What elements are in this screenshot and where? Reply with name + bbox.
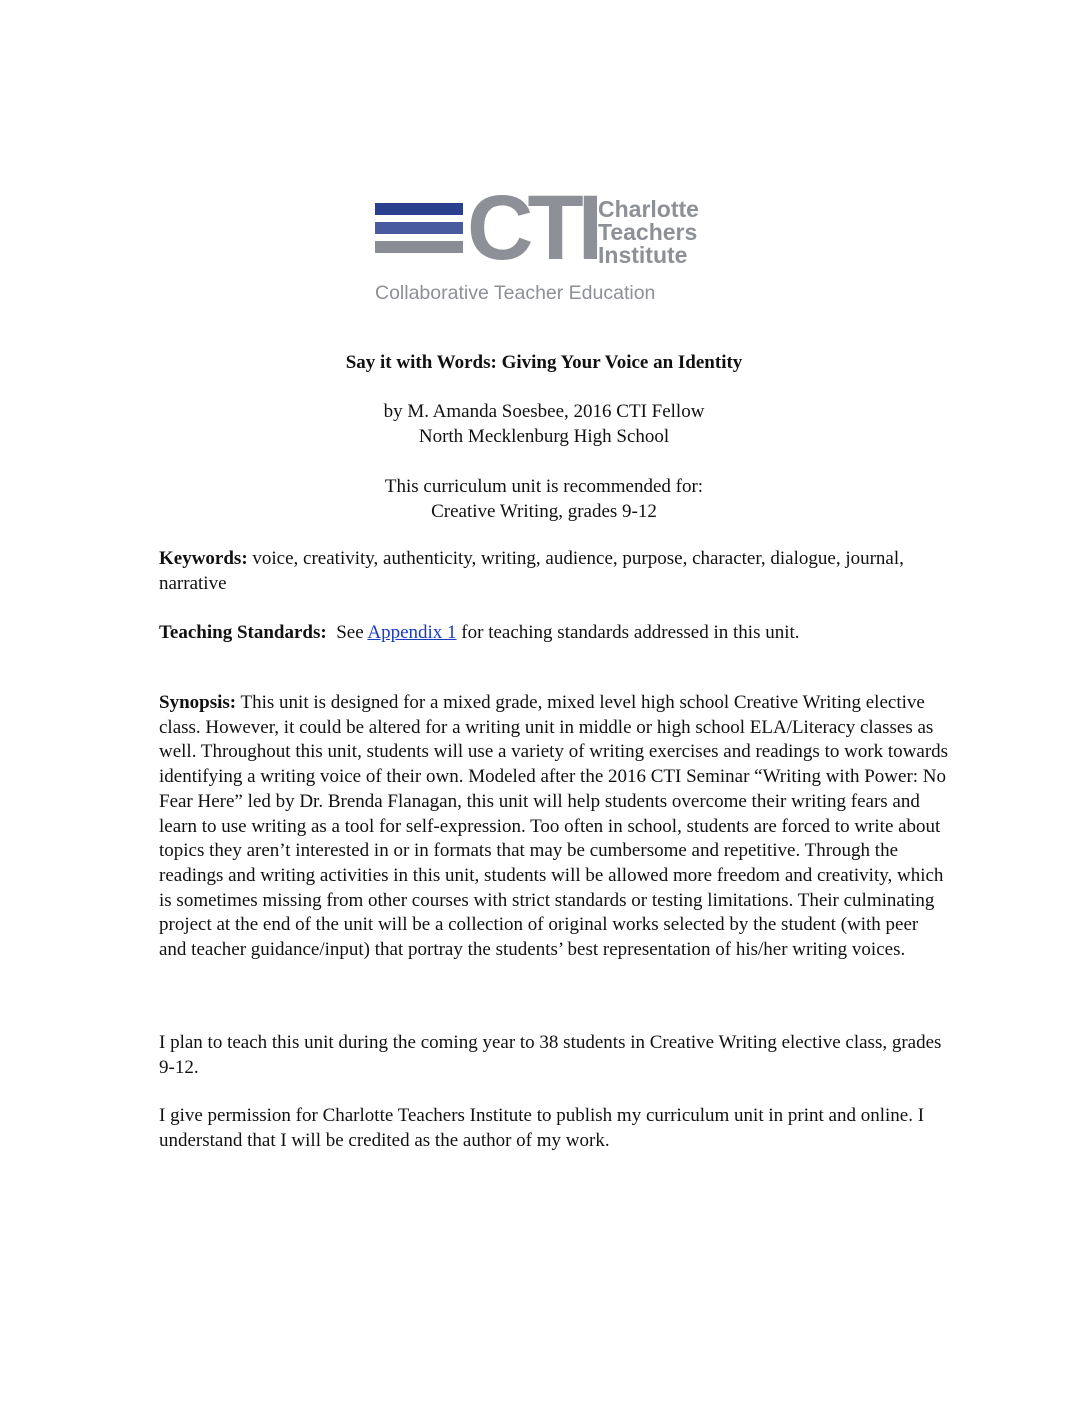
synopsis-paragraph — [159, 691, 949, 963]
author-school: North Mecklenburg High School — [418, 426, 670, 447]
logo-name-line-1: Charlotte — [598, 196, 699, 222]
standards-label: Teaching Standards: — [159, 622, 327, 643]
synopsis-label: Synopsis: — [159, 692, 237, 713]
appendix-1-link[interactable]: Appendix 1 — [367, 622, 457, 643]
plan-paragraph: I plan to teach this unit during the coming year to 38 students in Creative Writing elective class, grades 9-12. — [159, 1032, 942, 1078]
logo-organization-name — [598, 198, 699, 267]
recommendation-block — [0, 474, 1088, 524]
keywords-label: Keywords: — [159, 548, 248, 569]
logo-name-line-2: Teachers — [598, 219, 698, 245]
logo-abbreviation: CTI — [467, 177, 598, 279]
logo-tagline: Collaborative Teacher Education — [375, 282, 656, 304]
logo-stripe-gray — [375, 241, 463, 253]
standards-text-after: for teaching standards addressed in this unit. — [456, 622, 800, 643]
permission-paragraph: I give permission for Charlotte Teachers Institute to publish my curriculum unit in print and online. I understand that I will be credited as the author of my work. — [159, 1105, 925, 1151]
standards-paragraph — [159, 621, 949, 646]
recommendation-line-1: This curriculum unit is recommended for: — [384, 476, 704, 497]
standards-text-before: See — [326, 622, 368, 643]
keywords-paragraph — [159, 547, 949, 596]
synopsis-text: This unit is designed for a mixed grade, mixed level high school Creative Writing elective class. However, it could be altered for a writing unit in middle or high school ELA/Literacy classes as well. Throughout this unit, students will use a variety of writing exercises and readings to work towards identifying a writing voice of their own. Modeled after the 2016 CTI Seminar “Writing with Power: No Fear Here” led by Dr. Brenda Flanagan, this unit will help students overcome their writing fears and learn to use writing as a tool for self-expression. Too often in school, students are forced to write about topics they aren’t interested in or in formats that may be cumbersome and repetitive. Through the readings and writing activities in this unit, students will be allowed more freedom and creativity, which is sometimes missing from other courses with strict standards or testing limitations. Their culminating project at the end of the unit will be a collection of original works selected by the student (with peer and teacher guidance/input) that portray the students’ best representation of his/her writing voices. — [159, 692, 949, 961]
recommendation-line-2: Creative Writing, grades 9-12 — [431, 501, 657, 522]
logo-stripe-dark-blue — [375, 203, 463, 215]
logo-stripe-blue — [375, 222, 463, 234]
keywords-text: voice, creativity, authenticity, writing, audience, purpose, character, dialogue, journal, narrative — [159, 548, 904, 594]
author-block — [0, 399, 1088, 449]
cti-logo — [375, 177, 720, 308]
author-byline: by M. Amanda Soesbee, 2016 CTI Fellow — [383, 401, 705, 422]
document-title: Say it with Words: Giving Your Voice an Identity — [345, 352, 743, 373]
logo-stripes — [375, 203, 463, 260]
logo-name-line-3: Institute — [598, 242, 688, 268]
